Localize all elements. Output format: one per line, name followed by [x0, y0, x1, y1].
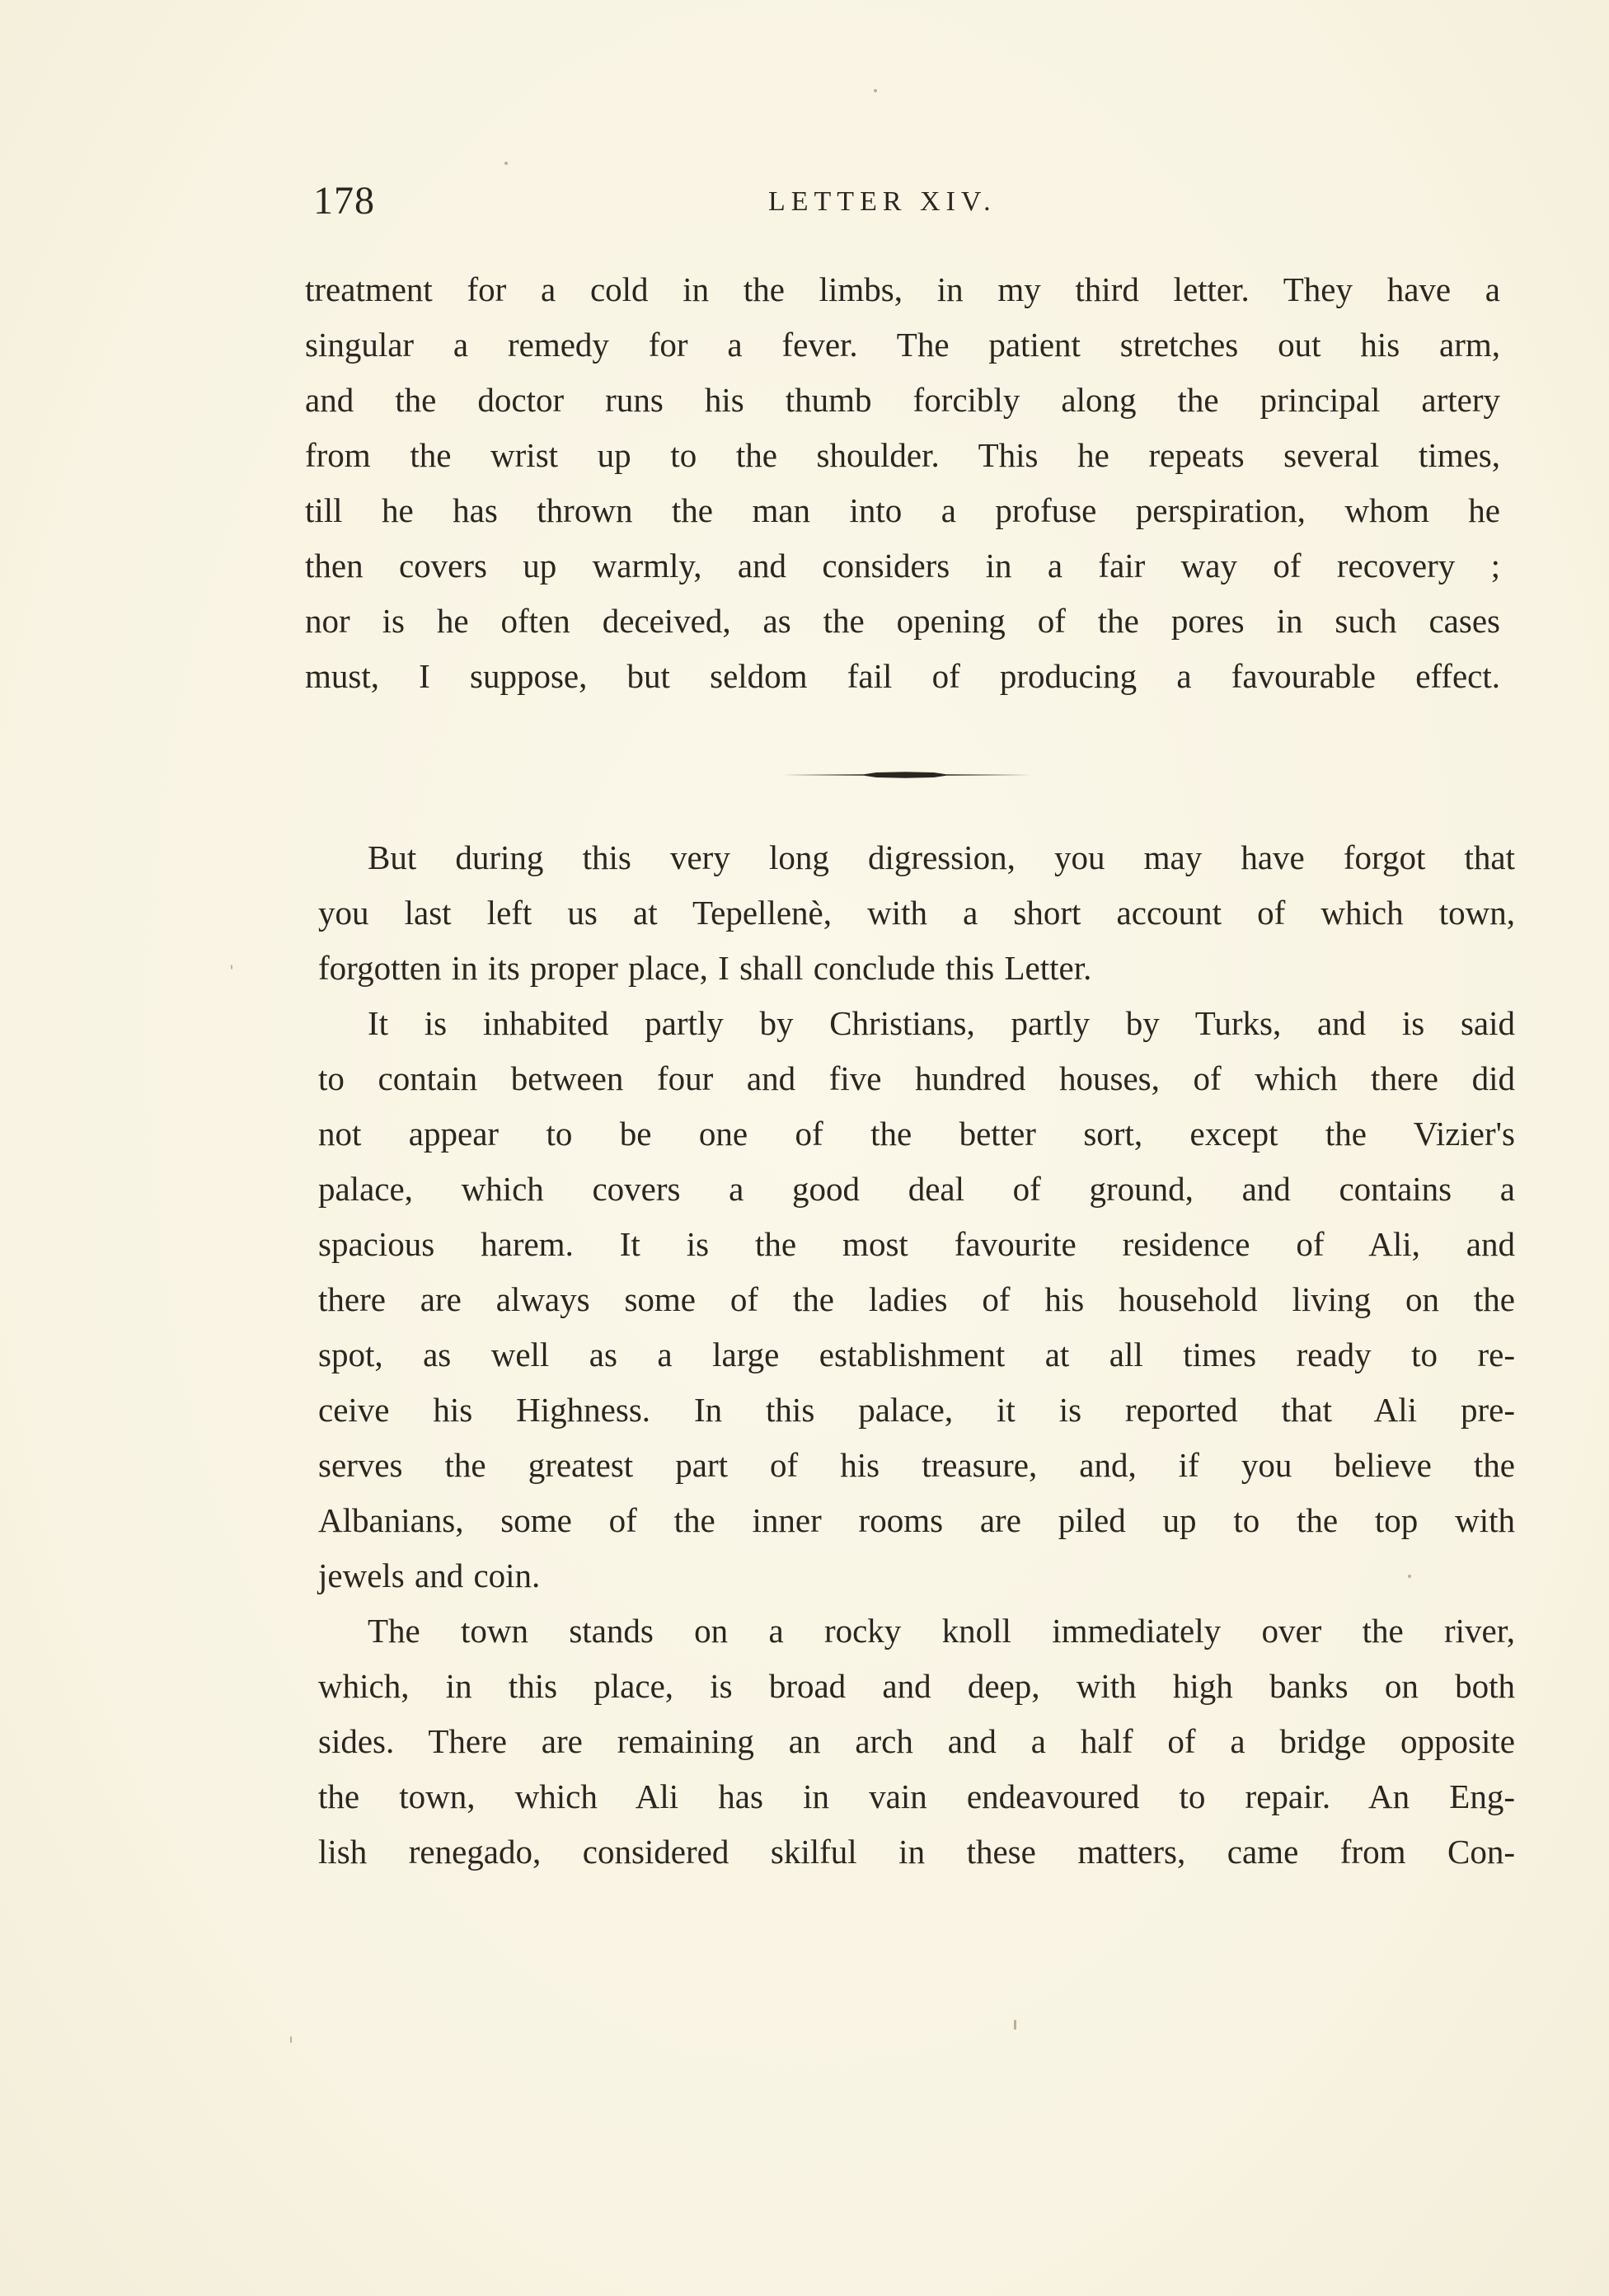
page-number: 178 — [313, 179, 375, 223]
text-line: forgotten in its proper place, I shall conclude this Letter. — [318, 949, 1092, 987]
text-line: you last left us at Tepellenè, with a short account of which town, — [318, 894, 1515, 932]
section-divider-ornament — [781, 771, 1032, 779]
paper-speck — [1408, 1575, 1411, 1578]
text-line: spot, as well as a large establishment at all times ready to re- — [318, 1336, 1515, 1373]
running-title: LETTER XIV. — [768, 186, 997, 217]
text-line: It is inhabited partly by Christians, partly by Turks, and is said — [368, 1004, 1515, 1042]
text-line: The town stands on a rocky knoll immediately over the river, — [368, 1612, 1515, 1650]
text-line: palace, which covers a good deal of ground, and contains a — [318, 1170, 1515, 1208]
paragraph-fever-remedy — [305, 262, 1500, 704]
text-line: from the wrist up to the shoulder. This he repeats several times, — [305, 436, 1500, 474]
running-head — [313, 178, 1500, 228]
paper-speck — [1014, 2020, 1016, 2030]
text-line: and the doctor runs his thumb forcibly along the principal artery — [305, 381, 1500, 419]
text-line: ceive his Highness. In this palace, it is reported that Ali pre- — [318, 1391, 1515, 1429]
text-line: must, I suppose, but seldom fail of producing a favourable effect. — [305, 657, 1500, 695]
text-line: lish renegado, considered skilful in these matters, came from Con- — [318, 1833, 1515, 1871]
text-line: sides. There are remaining an arch and a half of a bridge opposite — [318, 1722, 1515, 1760]
paper-speck — [290, 2036, 292, 2043]
text-line: Albanians, some of the inner rooms are piled up to the top with — [318, 1501, 1515, 1539]
text-line: jewels and coin. — [318, 1556, 541, 1594]
text-line: there are always some of the ladies of his household living on the — [318, 1280, 1515, 1318]
text-line: then covers up warmly, and considers in a fair way of recovery ; — [305, 547, 1500, 585]
text-line: to contain between four and five hundred houses, of which there did — [318, 1059, 1515, 1097]
main-text-block — [318, 830, 1515, 1880]
text-line: not appear to be one of the better sort, except the Vizier's — [318, 1115, 1515, 1153]
text-line: nor is he often deceived, as the opening of the pores in such cases — [305, 602, 1500, 640]
text-line: singular a remedy for a fever. The patient stretches out his arm, — [305, 326, 1500, 364]
text-line: treatment for a cold in the limbs, in my third letter. They have a — [305, 270, 1500, 308]
text-line: serves the greatest part of his treasure, and, if you believe the — [318, 1446, 1515, 1484]
text-line: which, in this place, is broad and deep, with high banks on both — [318, 1667, 1515, 1705]
text-line: But during this very long digression, you may have forgot that — [368, 838, 1515, 876]
paper-speck — [231, 965, 232, 970]
paper-speck — [874, 89, 877, 92]
text-line: spacious harem. It is the most favourite residence of Ali, and — [318, 1225, 1515, 1263]
text-line: till he has thrown the man into a profuse perspiration, whom he — [305, 491, 1500, 529]
text-line: the town, which Ali has in vain endeavoured to repair. An Eng- — [318, 1777, 1515, 1815]
paper-speck — [504, 162, 508, 165]
